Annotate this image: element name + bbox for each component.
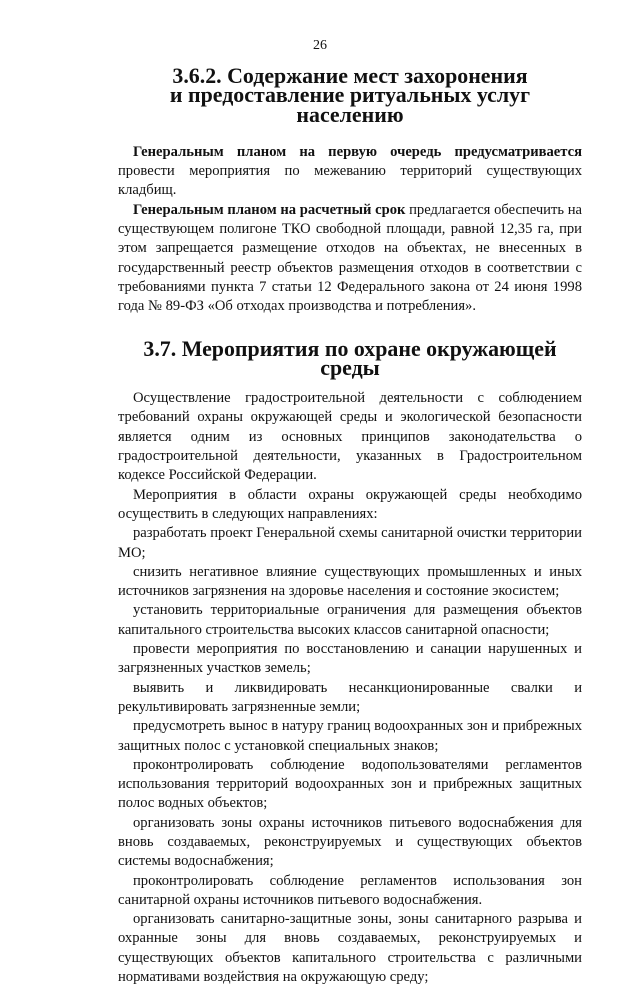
page-number: 26	[313, 38, 327, 53]
list-item: проконтролировать соблюдение регламентов использования зон санитарной охраны источников питьевого водоснабжения.	[118, 872, 582, 908]
section-362-heading-line2: и предоставление ритуальных услуг населению	[169, 82, 531, 127]
paragraph: Осуществление градостроительной деятельности с соблюдением требований охраны окружающей среды и экологической безопасности является одним из основных принципов законодательства о градостроительной деятельности, указанных в Градостроительном кодексе Российской Федерации.	[118, 390, 582, 484]
list-item: установить территориальные ограничения для размещения объектов капитального строительства высоких классов санитарной опасности;	[118, 602, 582, 638]
paragraph-first-stage-text: провести мероприятия по межеванию территорий существующих кладбищ.	[118, 163, 582, 199]
paragraph-first-stage-bold: Генеральным планом на первую очередь предусматривается	[133, 143, 582, 160]
list-item: организовать санитарно-защитные зоны, зоны санитарного разрыва и охранные зоны для вновь создаваемых, реконструируемых и существующих объектов капитального строительства с различными нормативами воздействия на окружающую среду;	[118, 911, 582, 986]
list-item: провести мероприятия по восстановлению и санации нарушенных и загрязненных участков земель;	[118, 641, 582, 677]
list-item: проконтролировать соблюдение водопользователями регламентов использования территорий водоохранных зон и прибрежных защитных полос водных объектов;	[118, 756, 582, 812]
paragraph: Мероприятия в области охраны окружающей среды необходимо осуществить в следующих направлениях:	[118, 486, 582, 522]
paragraph-estimated-term-text: предлагается обеспечить на существующем полигоне ТКО свободной площади, равной 12,35 га, при этом запрещается размещение отходов на объектах, не внесенных в государственный реестр объектов размещения отходов в соответствии с требованиями пункта 7 статьи 12 Федерального закона от 24 июня 1998 года № 89-ФЗ «Об отходах производства и потребления».	[118, 201, 583, 315]
paragraph-first-stage	[118, 143, 582, 201]
page-content	[118, 63, 583, 987]
section-362-heading	[118, 63, 582, 127]
list-item: организовать зоны охраны источников питьевого водоснабжения для вновь создаваемых, реконструируемых и существующих объектов системы водоснабжения;	[118, 814, 582, 870]
paragraph-estimated-term-bold: Генеральным планом на расчетный срок	[133, 201, 406, 218]
paragraph-estimated-term	[118, 201, 582, 317]
list-item: снизить негативное влияние существующих промышленных и иных источников загрязнения на здоровье населения и состояние экосистем;	[118, 563, 582, 600]
section-37-heading: 3.7. Мероприятия по охране окружающей среды	[143, 335, 557, 380]
list-item: выявить и ликвидировать несанкционированные свалки и рекультивировать загрязненные земли;	[118, 679, 582, 715]
list-item: предусмотреть вынос в натуру границ водоохранных зон и прибрежных защитных полос с установкой специальных знаков;	[118, 718, 582, 754]
section-362-heading-line1: 3.6.2. Содержание мест захоронения	[172, 63, 528, 88]
list-item: разработать проект Генеральной схемы санитарной очистки территории МО;	[118, 525, 582, 561]
